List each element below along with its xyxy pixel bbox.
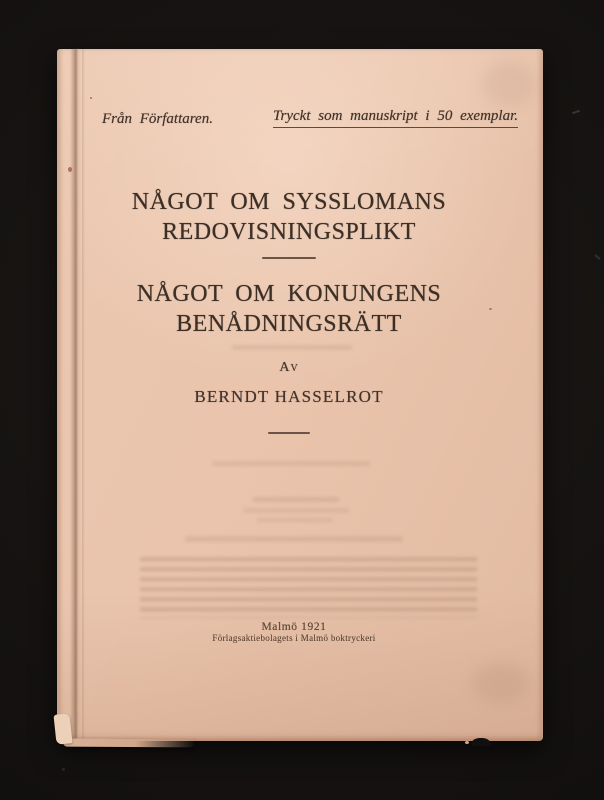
show-through-text (243, 508, 349, 513)
backdrop-scratch (572, 110, 580, 114)
show-through-text (212, 461, 370, 466)
divider-rule (262, 257, 316, 259)
imprint-printer: Förlagsaktiebolagets i Malmö boktryckeri (212, 633, 376, 643)
imprint-block (62, 621, 526, 644)
booklet-front-cover (57, 49, 543, 741)
main-title-line-2: REDOVISNINGSPLIKT (162, 219, 416, 245)
edge-chip-highlight (465, 741, 469, 744)
show-through-text (232, 345, 352, 350)
edition-note: Tryckt som manuskript i 50 exemplar. (273, 107, 518, 128)
distribution-note: Från Författaren. (102, 111, 213, 127)
show-through-text (257, 518, 333, 522)
main-title-line-1: NÅGOT OM SYSSLOMANS (131, 189, 447, 215)
backdrop-speck (62, 768, 65, 771)
author-name: BERNDT HASSELROT (194, 387, 384, 406)
title-text-column (57, 49, 521, 741)
show-through-text (253, 497, 339, 502)
divider-rule (268, 432, 310, 434)
byline-prefix: Av (279, 360, 299, 375)
imprint-place-year: Malmö 1921 (261, 621, 327, 633)
show-through-text (185, 536, 403, 542)
second-title-line-2: BENÅDNINGSRÄTT (176, 311, 402, 337)
second-title-line-1: NÅGOT OM KONUNGENS (136, 281, 442, 307)
show-through-paragraph (140, 557, 477, 618)
backdrop-scratch (594, 254, 601, 260)
